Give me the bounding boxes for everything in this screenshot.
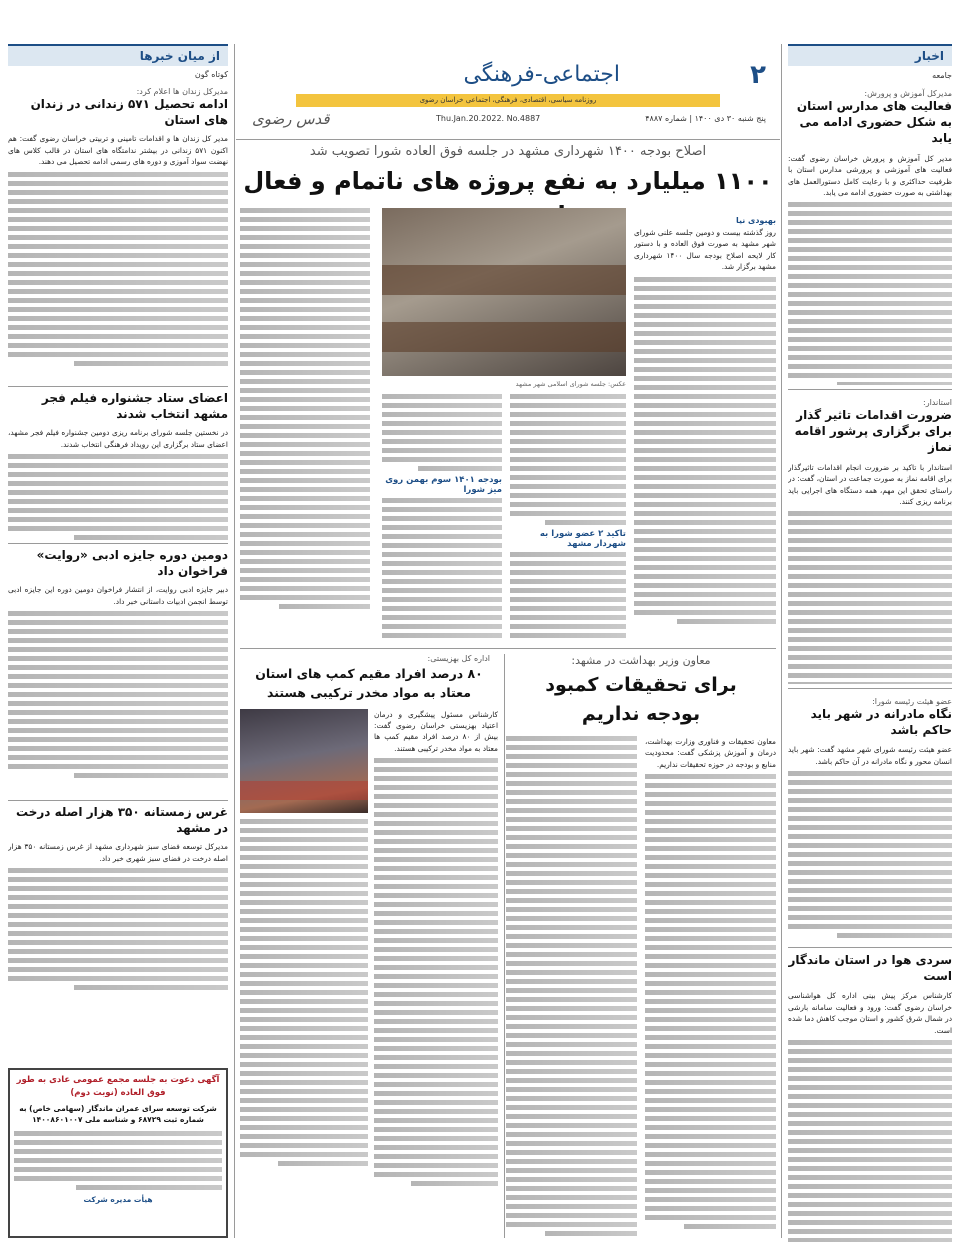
news-lead: دبیر جایزه ادبی روایت، از انتشار فراخوان دومین دوره این جایزه ادبی توسط انجمن ادبیات داستانی خبر داد. [8, 585, 228, 606]
news-item: استاندار: ضرورت اقدامات تاثیر گذار برای برگزاری پرشور اقامه نماز استاندار با تاکید بر ضرورت انجام اقدامات تاثیرگذار برای اقامه نماز به صورت جماعت در استان، گفت: در راستای تحقق این مهم، همه دستگاه های اجرایی باید برنامه ریزی کنند. [788, 394, 952, 684]
news-item [788, 952, 952, 1242]
news-headline: غرس زمستانه ۳۵۰ هزار اصله درخت در مشهد [16, 805, 228, 836]
news-item: مدیرکل آموزش و پرورش: فعالیت های مدارس استان به شکل حضوری ادامه می یابد مدیر کل آموزش و پرورش خراسان رضوی گفت: فعالیت های آموزشی و پرورشی مدارس استان با ظرفیت حداکثری و با رعایت کامل دستورالعمل های بهداشتی به صورت حضوری ادامه می یابد. [788, 85, 952, 385]
main-surtitle: اصلاح بودجه ۱۴۰۰ شهرداری مشهد در جلسه فوق العاده شورا تصویب شد [309, 144, 707, 159]
news-headline: ادامه تحصیل ۵۷۱ زندانی در زندان های استان [30, 97, 228, 128]
text-lines [634, 277, 776, 624]
right-column-tab: اخبار [788, 44, 952, 66]
left-column-subtab: کوتاه گون [194, 70, 228, 79]
news-lead: مدیر کل زندان ها و اقدامات تامینی و تربیتی خراسان رضوی گفت: هم اکنون ۵۷۱ زندانی در بیشتر ندامتگاه های استان در قالب کلاس های نهضت سواد آموزی و دوره های رسمی ادامه تحصیل می دهند. [8, 134, 228, 167]
page-header [236, 44, 780, 140]
ad-signature: هیأت مدیره شرکت [83, 1195, 153, 1204]
news-lead: استاندار با تاکید بر ضرورت انجام اقدامات تاثیرگذار برای اقامه نماز به صورت جماعت در استان، گفت: در راستای تحقق این مهم، همه دستگاه های اجرایی باید برنامه ریزی کنند. [788, 462, 952, 506]
health-body [506, 736, 776, 1238]
news-lead: در نخستین جلسه شورای برنامه ریزی دومین جشنواره فیلم فجر مشهد، اعضای ستاد برگزاری این رویداد فرهنگی انتخاب شدند. [8, 428, 228, 449]
section-title: اجتماعی-فرهنگی [463, 62, 620, 87]
news-headline: سردی هوا در استان ماندگار است [788, 953, 952, 984]
news-headline: فعالیت های مدارس استان به شکل حضوری ادامه می یابد [796, 99, 952, 146]
news-headline: نگاه مادرانه در شهر باید حاکم باشد [810, 707, 952, 738]
left-news-column [8, 44, 228, 1238]
text-lines [788, 771, 952, 938]
ad-title: آگهی دعوت به جلسه مجمع عمومی عادی به طور فوق العاده (نوبت دوم) [16, 1075, 220, 1098]
news-lead: مدیرکل توسعه فضای سبز شهرداری مشهد از غرس زمستانه ۳۵۰ هزار اصله درخت در فضای سبز شهری خبر داد. [8, 842, 228, 863]
legal-notice-ad [8, 1068, 228, 1238]
text-lines [382, 498, 502, 642]
news-headline: اعضای ستاد جشنواره فیلم فجر مشهد انتخاب شدند [41, 391, 228, 422]
health-lead: معاون تحقیقات و فناوری وزارت بهداشت، درمان و آموزش پزشکی گفت: محدودیت منابع و بودجه در حوزه تحقیقات نداریم. [645, 737, 776, 769]
main-author: بهبودی نیا [735, 216, 776, 225]
news-lead: عضو هیئت رئیسه شورای شهر مشهد گفت: شهر باید انسان محور و نگاه مادرانه در آن حاکم باشد. [788, 745, 952, 766]
right-news-column [788, 44, 952, 1238]
left-column-tab: از میان خبرها [8, 44, 228, 66]
text-lines [240, 819, 368, 1166]
text-lines [8, 172, 228, 366]
text-lines [645, 774, 776, 1229]
section-subtitle-bar: روزنامه سیاسی، اقتصادی، فرهنگی، اجتماعی خراسان رضوی [296, 94, 720, 107]
text-lines [8, 868, 228, 990]
issue-date-en: Thu.Jan.20.2022. No.4887 [436, 114, 541, 123]
newspaper-logo: قدس رضوی [252, 110, 330, 128]
text-lines [788, 511, 952, 684]
main-subheading: تاکید ۲ عضو شورا به شهردار مشهد [539, 529, 626, 549]
health-kicker: معاون وزیر بهداشت در مشهد: [571, 654, 711, 667]
text-lines [14, 1131, 222, 1190]
addiction-story [240, 654, 498, 1238]
rehab-camp-photo [240, 709, 368, 813]
text-lines [382, 394, 502, 471]
text-lines [510, 394, 626, 525]
text-lines [510, 552, 626, 642]
council-meeting-photo [382, 208, 626, 376]
news-item: عضو هیئت رئیسه شورا: نگاه مادرانه در شهر باید حاکم باشد عضو هیئت رئیسه شورای شهر مشهد گفت: شهر باید انسان محور و نگاه مادرانه در آن حاکم باشد. [788, 693, 952, 943]
photo-caption: عکس: جلسه شورای اسلامی شهر مشهد [515, 380, 626, 388]
main-col-4 [240, 208, 370, 642]
issue-date: پنج شنبه ۳۰ دی ۱۴۰۰ | شماره ۴۸۸۷ [645, 114, 766, 123]
news-lead: مدیر کل آموزش و پرورش خراسان رضوی گفت: فعالیت های آموزشی و پرورشی مدارس استان با ظرفیت حداکثری و با رعایت کامل دستورالعمل های بهداشتی به صورت حضوری ادامه می یابد. [788, 153, 952, 197]
main-lead: روز گذشته بیست و دومین جلسه علنی شورای شهر مشهد به صورت فوق العاده و با دستور کار لایحه اصلاح بودجه سال ۱۴۰۰ شهرداری مشهد برگزار شد. [634, 228, 776, 272]
main-col-3 [382, 394, 502, 642]
health-story [506, 654, 776, 1238]
addiction-headline: ۸۰ درصد افراد مقیم کمپ های استان معتاد به مواد مخدر ترکیبی هستند [255, 666, 483, 700]
health-headline: برای تحقیقات کمبود بودجه نداریم [545, 674, 737, 725]
text-lines [374, 758, 498, 1186]
news-headline: دومین دوره جایزه ادبی «روایت» فراخوان داد [36, 548, 228, 579]
news-item: مدیرکل زندان ها اعلام کرد: ادامه تحصیل ۵۷۱ زندانی در زندان های استان مدیر کل زندان ها و اقدامات تامینی و تربیتی خراسان رضوی گفت: هم اکنون ۵۷۱ زندانی در بیشتر ندامتگاه های استان در قالب کلاس های نهضت سواد آموزی و دوره های رسمی ادامه تحصیل می دهند. [8, 83, 228, 383]
text-lines [788, 202, 952, 385]
ad-company: شرکت توسعه سرای عمران ماندگار (سهامی خاص) به شماره ثبت ۶۸۷۲۹ و شناسه ملی ۱۴۰۰۸۶۰۱۰۰۷ [19, 1103, 217, 1124]
text-lines [8, 611, 228, 778]
news-item [8, 547, 228, 797]
text-lines [506, 736, 637, 1236]
addiction-kicker: اداره کل بهزیستی: [427, 654, 490, 663]
text-lines [788, 1040, 952, 1242]
right-column-subtab: جامعه [932, 71, 952, 80]
news-item [8, 804, 228, 1004]
main-subheading: بودجه ۱۴۰۱ سوم بهمن روی میز شورا [385, 475, 502, 495]
news-item [8, 390, 228, 540]
page-number: ۲ [750, 60, 766, 90]
main-col-2 [510, 394, 626, 642]
main-headline: ۱۱۰۰ میلیارد به نفع پروژه های ناتمام و فعال [243, 167, 773, 195]
text-lines [240, 208, 370, 609]
news-lead: کارشناس مرکز پیش بینی اداره کل هواشناسی خراسان رضوی گفت: ورود و فعالیت سامانه بارشی در شمال شرق کشور و استان موجب کاهش دما شده است. [788, 991, 952, 1035]
addiction-lead: کارشناس مسئول پیشگیری و درمان اعتیاد بهزیستی خراسان رضوی گفت: بیش از ۸۰ درصد افراد مقیم کمپ ها معتاد به مواد مخدر ترکیبی هستند. [374, 709, 498, 753]
news-headline: ضرورت اقدامات تاثیر گذار برای برگزاری پرشور اقامه نماز [794, 408, 952, 455]
main-story [240, 142, 776, 642]
text-lines [8, 454, 228, 540]
main-col-1 [634, 208, 776, 642]
